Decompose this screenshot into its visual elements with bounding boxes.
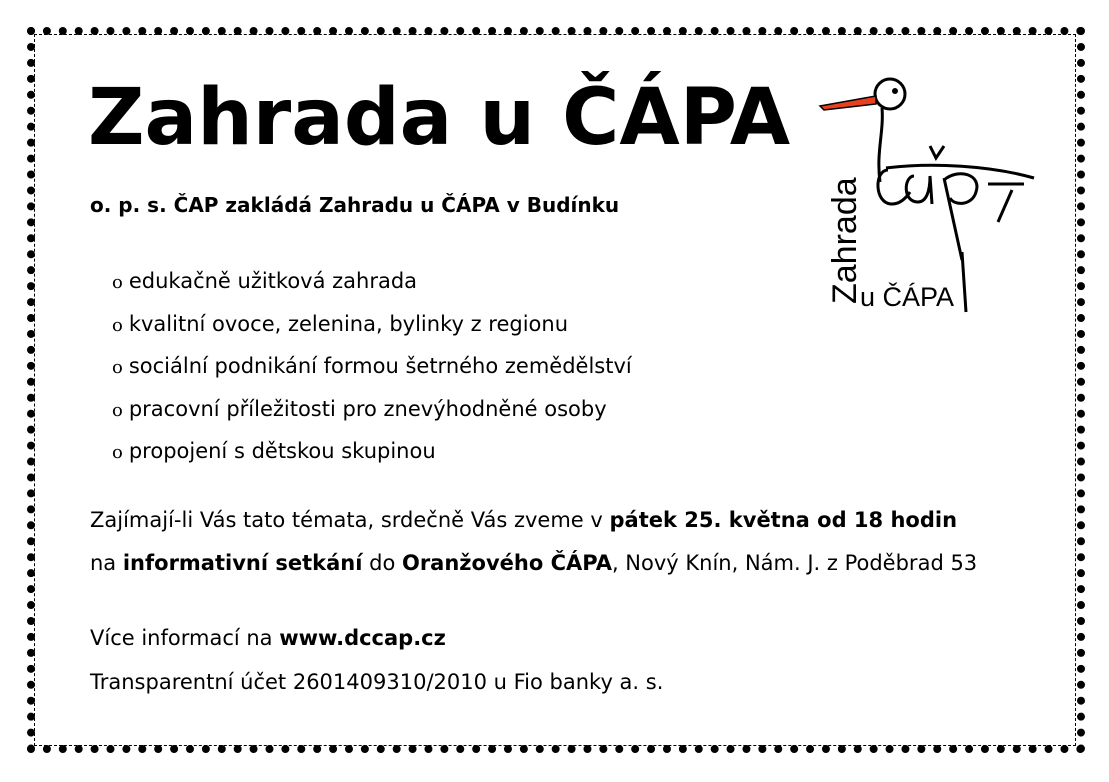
bullet-marker: o	[112, 357, 123, 378]
logo-vertical-text: Zahrada	[826, 177, 864, 304]
stork-head-icon	[875, 79, 905, 109]
hacek-icon	[930, 146, 944, 158]
stork-logo	[812, 72, 1038, 318]
event-name: informativní setkání	[122, 551, 363, 575]
stork-leg-icon	[962, 252, 966, 312]
script-letter-p-icon	[944, 174, 977, 260]
feature-list	[112, 266, 632, 479]
list-item: o pracovní příležitosti pro znevýhodněné osoby	[112, 396, 607, 421]
bullet-marker: o	[112, 442, 123, 463]
stork-tail-icon	[988, 184, 1024, 222]
stork-eye-icon	[892, 88, 898, 94]
event-date: pátek 25. května od 18 hodin	[609, 508, 958, 532]
venue-name: Oranžového ČÁPA	[401, 551, 612, 575]
more-info: Více informací na www.dccap.cz	[90, 626, 446, 650]
list-item: o kvalitní ovoce, zelenina, bylinky z regionu	[112, 311, 569, 336]
bank-account: Transparentní účet 2601409310/2010 u Fio banky a. s.	[90, 670, 664, 694]
bullet-marker: o	[112, 399, 123, 421]
page-title: Zahrada u ČÁPA	[88, 73, 791, 163]
logo-bottom-text: u ČÁPA	[860, 282, 955, 312]
bullet-marker: o	[112, 272, 123, 293]
list-item: o sociální podnikání formou šetrného zemědělství	[112, 354, 632, 378]
website-link[interactable]: www.dccap.cz	[279, 626, 446, 650]
list-item: o propojení s dětskou skupinou	[112, 439, 436, 463]
stork-back-line-icon	[886, 165, 1034, 178]
invitation-line-1: Zajímají-li Vás tato témata, srdečně Vás zveme v pátek 25. května od 18 hodin	[90, 508, 958, 532]
bullet-marker: o	[112, 314, 123, 336]
script-letter-a-icon	[906, 176, 932, 204]
invitation-line-2: na informativní setkání do Oranžového ČÁPA, Nový Knín, Nám. J. z Poděbrad 53	[90, 551, 978, 575]
stork-beak-icon	[820, 96, 876, 110]
subtitle: o. p. s. ČAP zakládá Zahradu u ČÁPA v Budínku	[90, 193, 620, 217]
list-item: o edukačně užitková zahrada	[112, 269, 418, 293]
